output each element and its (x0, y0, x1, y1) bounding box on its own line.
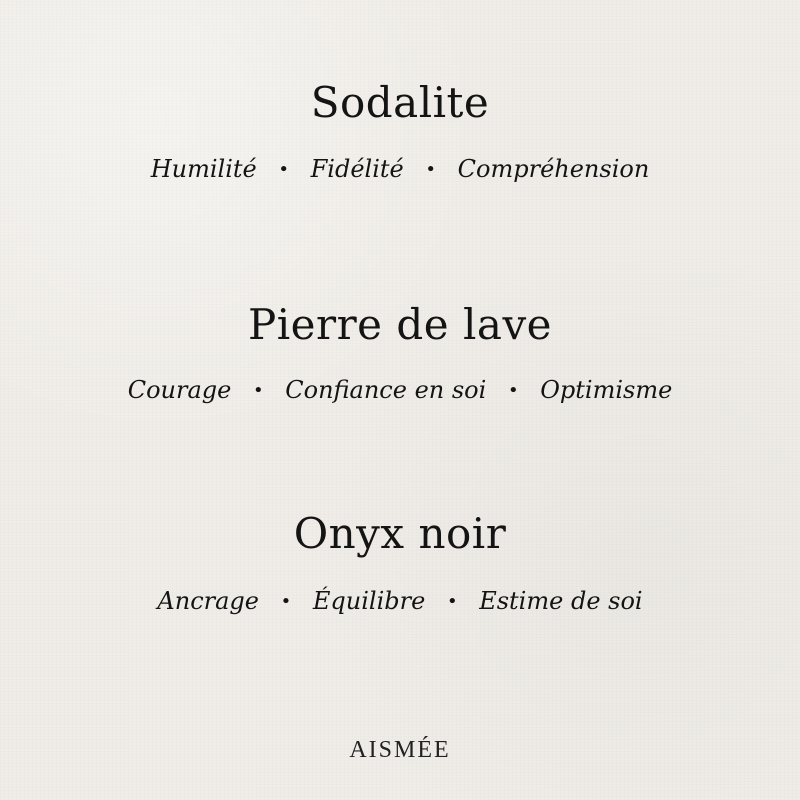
bullet-separator-icon: • (278, 159, 290, 180)
stone-title: Pierre de lave (247, 300, 553, 349)
stone-section-pierre-de-lave (0, 300, 800, 404)
trait-label: Confiance en soi (285, 376, 487, 404)
stone-section-sodalite (0, 78, 800, 183)
bullet-separator-icon: • (280, 591, 292, 612)
trait-label: Équilibre (312, 587, 426, 615)
bullet-separator-icon: • (252, 380, 264, 401)
trait-label: Optimisme (540, 376, 673, 404)
stone-title: Onyx noir (293, 509, 507, 558)
bullet-separator-icon: • (425, 159, 437, 180)
bullet-separator-icon: • (507, 380, 519, 401)
trait-label: Fidélité (310, 155, 404, 183)
stone-section-onyx-noir (0, 509, 800, 615)
trait-label: Compréhension (457, 155, 650, 183)
stone-traits (0, 378, 800, 402)
brand-logo: AISMÉE (349, 737, 451, 763)
stone-traits (0, 157, 800, 181)
trait-label: Ancrage (157, 587, 259, 615)
stone-title: Sodalite (310, 78, 490, 127)
trait-label: Courage (127, 376, 232, 404)
trait-label: Estime de soi (479, 587, 643, 615)
stone-traits (0, 589, 800, 613)
trait-label: Humilité (150, 155, 257, 183)
bullet-separator-icon: • (446, 591, 458, 612)
